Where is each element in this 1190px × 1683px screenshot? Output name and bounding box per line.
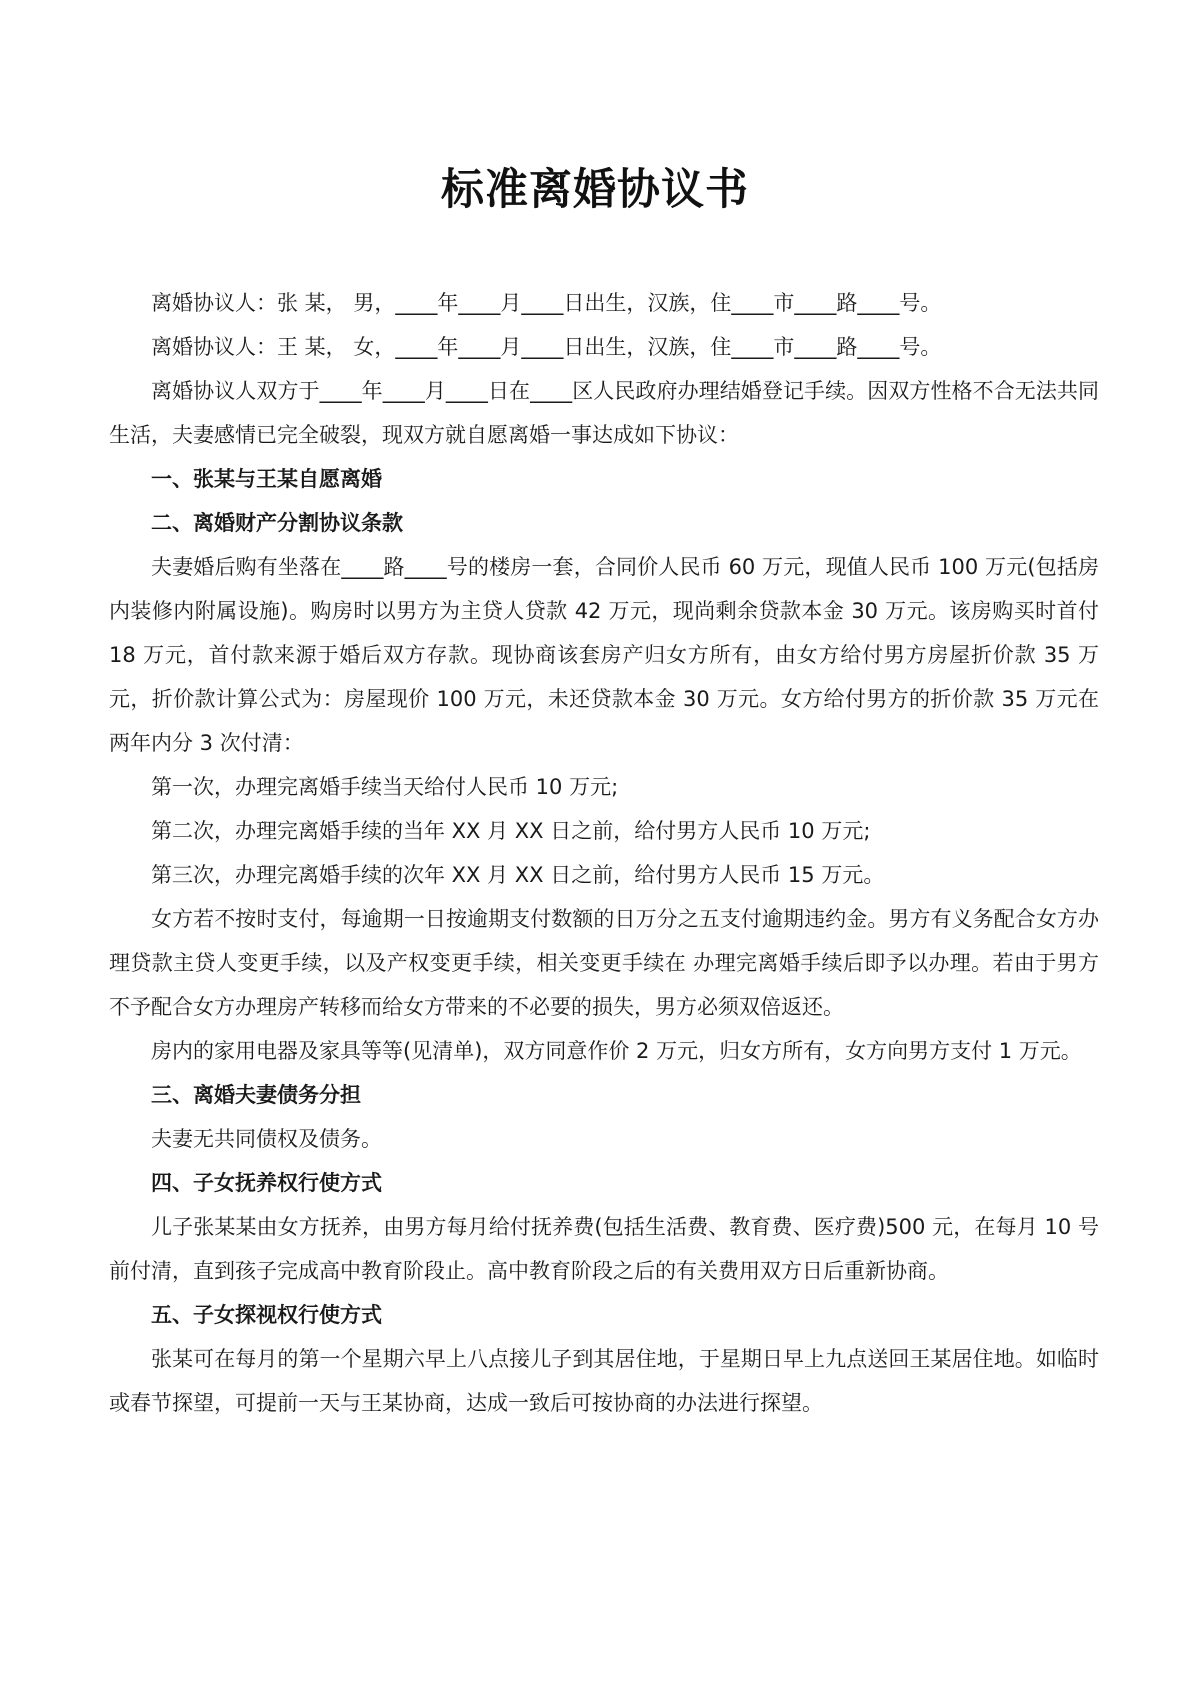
paragraph: 张某可在每月的第一个星期六早上八点接儿子到其居住地，于星期日早上九点送回王某居住地。如临时或春节探望，可提前一天与王某协商，达成一致后可按协商的办法进行探望。 <box>109 1347 1099 1415</box>
paragraph: 第二次，办理完离婚手续的当年 XX 月 XX 日之前，给付男方人民币 10 万元; <box>151 819 871 843</box>
section-heading: 四、子女抚养权行使方式 <box>151 1171 382 1195</box>
paragraph: 夫妻婚后购有坐落在____路____号的楼房一套，合同价人民币 60 万元，现值人民币 100 万元(包括房内装修内附属设施)。购房时以男方为主贷人贷款 42 万元，现尚剩余贷款本金 30 万元。该房购买时首付 18 万元，首付款来源于婚后双方存款。现协商该套房产归女方所有，由女方给付男方房屋折价款 35 万元，折价款计算公式为：房屋现价 100 万元，未还贷款本金 30 万元。女方给付男方的折价款 35 万元在两年内分 3 次付清： <box>109 555 1099 755</box>
paragraph: 儿子张某某由女方抚养，由男方每月给付抚养费(包括生活费、教育费、医疗费)500 元，在每月 10 号前付清，直到孩子完成高中教育阶段止。高中教育阶段之后的有关费用双方日后重新协商。 <box>109 1215 1099 1283</box>
paragraph: 房内的家用电器及家具等等(见清单)，双方同意作价 2 万元，归女方所有，女方向男方支付 1 万元。 <box>151 1039 1082 1063</box>
document-title: 标准离婚协议书 <box>441 165 749 215</box>
section-heading: 二、离婚财产分割协议条款 <box>151 511 403 535</box>
document-body <box>109 281 1099 1425</box>
paragraph: 第一次，办理完离婚手续当天给付人民币 10 万元; <box>151 775 619 799</box>
paragraph: 女方若不按时支付，每逾期一日按逾期支付数额的日万分之五支付逾期违约金。男方有义务配合女方办理贷款主贷人变更手续，以及产权变更手续，相关变更手续在 办理完离婚手续后即予以办理。若由于男方不予配合女方办理房产转移而给女方带来的不必要的损失，男方必须双倍返还。 <box>109 907 1099 1019</box>
paragraph: 离婚协议人双方于____年____月____日在____区人民政府办理结婚登记手续。因双方性格不合无法共同生活，夫妻感情已完全破裂，现双方就自愿离婚一事达成如下协议： <box>109 379 1099 447</box>
section-heading: 三、离婚夫妻债务分担 <box>151 1083 361 1107</box>
paragraph: 离婚协议人：张 某， 男，____年____月____日出生，汉族，住____市____路____号。 <box>151 291 942 315</box>
paragraph: 离婚协议人：王 某， 女，____年____月____日出生，汉族，住____市____路____号。 <box>151 335 942 359</box>
section-heading: 一、张某与王某自愿离婚 <box>151 467 382 491</box>
paragraph: 第三次，办理完离婚手续的次年 XX 月 XX 日之前，给付男方人民币 15 万元。 <box>151 863 885 887</box>
section-heading: 五、子女探视权行使方式 <box>151 1303 382 1327</box>
paragraph: 夫妻无共同债权及债务。 <box>151 1127 382 1151</box>
